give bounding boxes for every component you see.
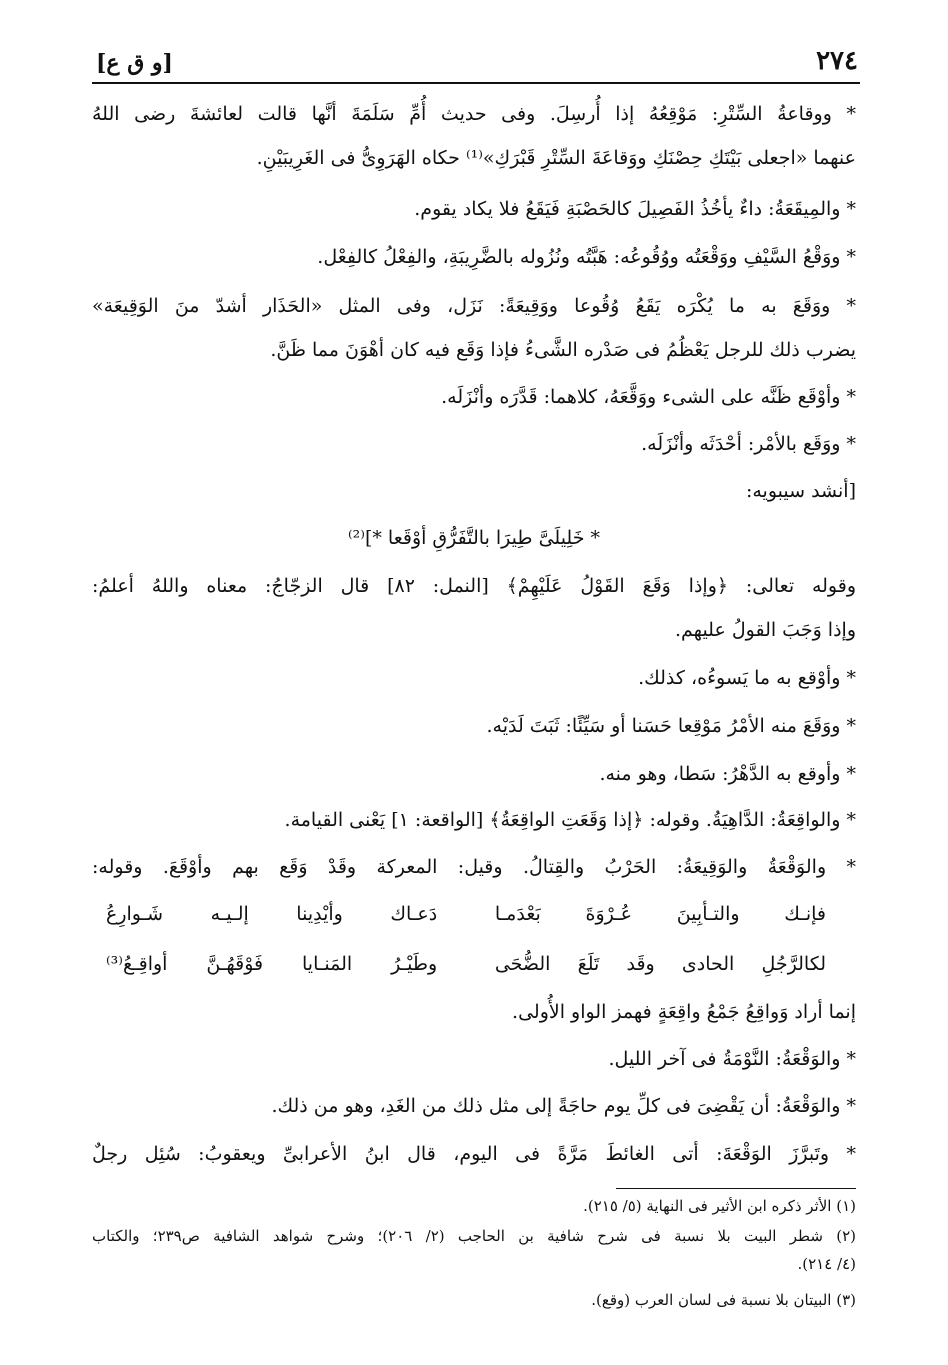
text-line: * وتَبرَّزَ الوَقْعَةَ: أتى الغائطَ مَرَّةً فى اليوم، قال ابنُ الأعرابىِّ ويعقوبُ: سُئِل رجلٌ bbox=[92, 1143, 856, 1165]
verse-hemistich: * خَلِيلَىَّ طِيرَا بالتَّفَرُّقِ أوْقَعا *]⁽²⁾ bbox=[347, 527, 600, 549]
text-line: وإذا وَجَبَ القولُ عليهم. bbox=[675, 619, 856, 641]
page-number: ٢٧٤ bbox=[816, 46, 858, 76]
text-line: * وأوقع به الدَّهْرُ: سَطا، وهو منه. bbox=[599, 763, 856, 785]
text-line: عنهما «اجعلى بَيْتَكِ حِصْنَكِ ووَقاعَةَ السِّتْرِ قَبْرَكِ»⁽¹⁾ حكاه الهَرَوِىُّ فى الغَرِيبَيْنِ. bbox=[256, 147, 856, 169]
text-line: * ووَقَع بالأمْر: أحْدَثَه وأنْزَلَه. bbox=[641, 433, 856, 455]
text-line: يضرب ذلك للرجل يَعْظُمُ فى صَدْره الشَّىءُ فإذا وَقَع فيه كان أهْوَنَ مما ظَنَّ. bbox=[270, 339, 856, 361]
footnote: (٤/ ٢١٤). bbox=[797, 1255, 856, 1273]
text-line: إنما أراد وَواقِعُ جَمْعُ واقِعَةٍ فهمز الواو الأُولى. bbox=[512, 1001, 856, 1023]
verse-first-hemistich: فإنـك والتـأبِينَ عُـرْوَةَ بَعْدَمـا bbox=[494, 903, 826, 925]
verse-line bbox=[106, 942, 826, 986]
header-rule bbox=[92, 82, 860, 84]
verse-first-hemistich: لكالرَّجُلِ الحادى وقَد تَلَعَ الضُّحَى bbox=[494, 953, 826, 975]
text-line: [أنشد سيبويه: bbox=[745, 480, 856, 502]
verse-line bbox=[106, 892, 826, 936]
text-line: * ووَقْعُ السَّيْفِ ووَقْعَتُه ووُقُوعُه: هَبَّتُه ونُزُوله بالضَّرِيبَةِ، والفِعْلُ كالفِعْل. bbox=[317, 246, 856, 268]
text-line: * ووَقَعَ منه الأمْرُ مَوْقِعا حَسَنا أو سَيِّئًا: ثَبَتَ لَدَيْه. bbox=[486, 715, 856, 737]
entry-body bbox=[92, 92, 856, 1182]
text-line: وقوله تعالى: ﴿وإذا وَقَعَ القَوْلُ عَلَيْهِمْ﴾ [النمل: ٨٢] قال الزجّاجُ: معناه واللهُ أعلمُ: bbox=[92, 575, 856, 597]
text-line: * وأوْقع به ما يَسوءُه، كذلك. bbox=[638, 667, 856, 689]
text-line: * والواقِعَةُ: الدَّاهِيَةُ. وقوله: ﴿إذا وَقَعَتِ الواقِعَةُ﴾ [الواقعة: ١] يَعْنى القيامة. bbox=[284, 809, 856, 831]
text-line: * والوَقْعَةُ: أن يَقْضِىَ فى كلِّ يوم حاجَةً إلى مثل ذلك من الغَدِ، وهو من ذلك. bbox=[271, 1095, 856, 1117]
footnote: (٣) البيتان بلا نسبة فى لسان العرب (وقع). bbox=[591, 1291, 856, 1309]
footnote: (١) الأثر ذكره ابن الأثير فى النهاية (٥/ ٢١٥). bbox=[583, 1197, 856, 1215]
verse-second-hemistich: وطَيْـرُ المَنـايا فَوْقَهُـنَّ أواقِـعُ⁽³⁾ bbox=[106, 953, 438, 975]
text-line: * والمِيقَعَةُ: داءٌ يأخُذُ الفَصِيلَ كالحَصْبَةِ فَيَقَعُ فلا يكاد يقوم. bbox=[414, 198, 856, 220]
text-line: * والوَقْعَةُ: النَّوْمَةُ فى آخر الليل. bbox=[608, 1048, 856, 1070]
text-line: * ووَقَعَ به ما يُكْرَه يَقَعُ وُقُوعا ووَقِيعَةً: نَزَل، وفى المثل «الحَذَار أشدّ منَ الوَقِيعَة» bbox=[92, 295, 856, 317]
page-header bbox=[96, 36, 858, 76]
text-line: * والوَقْعَةُ والوَقِيعَةُ: الحَرْبُ والقِتالُ. وقيل: المعركة وقَدْ وَقَع بهم وأوْقَعَ. وقوله: bbox=[92, 856, 856, 878]
footnote: (٢) شطر البيت بلا نسبة فى شرح شافية بن الحاجب (٢/ ٢٠٦)؛ وشرح شواهد الشافية ص٢٣٩؛ والكتاب bbox=[92, 1227, 856, 1245]
text-line: * وأوْقَع ظَنَّه على الشىء ووَقَّعَهُ، كلاهما: قَدَّرَه وأنْزَلَه. bbox=[441, 386, 856, 408]
verse-second-hemistich: دَعـاك وأيْدِينا إلـيـه شَـوارِعُ bbox=[106, 903, 438, 925]
text-line: * ووقاعةُ السِّتْرِ: مَوْقِعُهُ إذا أُرسِلَ. وفى حديث أُمِّ سَلَمَةَ أنَّها قالت لعائشةَ رضى اللهُ bbox=[92, 103, 856, 125]
root-letters: [و ق ع] bbox=[96, 50, 173, 76]
footnote-rule bbox=[616, 1188, 856, 1189]
